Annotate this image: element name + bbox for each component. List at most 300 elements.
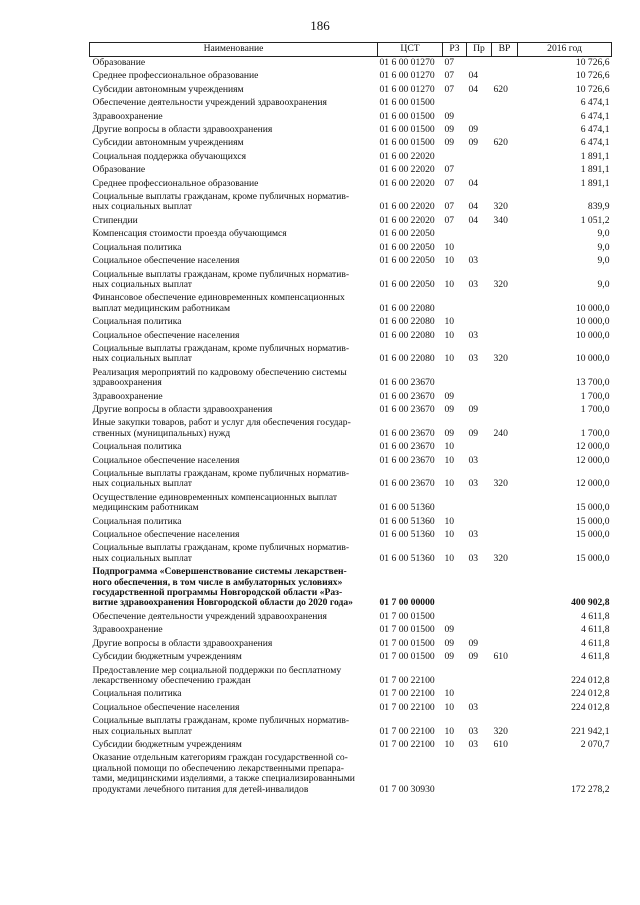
- row-rz: 10: [444, 241, 455, 253]
- row-cst: 01 6 00 01270: [379, 70, 435, 82]
- row-rz: 09: [444, 637, 455, 649]
- row-amount: 1 891,1: [580, 177, 610, 189]
- row-name: Компенсация стоимости проезда обучающимся: [92, 228, 287, 240]
- table-row: [90, 330, 612, 343]
- row-rz: 10: [444, 515, 455, 527]
- row-name: Социальная политика: [92, 441, 182, 453]
- table-row: [90, 84, 612, 97]
- table-row: [90, 164, 612, 177]
- row-vr: [492, 164, 518, 177]
- row-rz: 10: [444, 529, 455, 541]
- row-amount: 12 000,0: [575, 454, 610, 466]
- row-cst: 01 6 00 22080: [379, 353, 435, 365]
- row-pr: [467, 516, 492, 529]
- table-row: [90, 137, 612, 150]
- row-cst: 01 7 00 00000: [379, 597, 435, 609]
- row-name: Предоставление мер социальной поддержки по бесплатному лекарственному обеспечению граждан: [92, 664, 342, 686]
- row-name: Социальное обеспечение населения: [92, 529, 240, 541]
- row-rz: [443, 228, 467, 241]
- row-pr: 09: [468, 637, 479, 649]
- row-pr: 09: [468, 124, 479, 136]
- table-row: [90, 57, 612, 71]
- row-name: Субсидии автономным учреждениям: [92, 83, 244, 95]
- row-name: Социальное обеспечение населения: [92, 329, 240, 341]
- row-name: Социальные выплаты гражданам, кроме публичных норматив- ных социальных выплат: [92, 715, 350, 737]
- row-amount: 12 000,0: [575, 478, 610, 490]
- row-vr: [492, 70, 518, 83]
- row-vr: 320: [493, 353, 508, 365]
- row-name: Оказание отдельным категориям граждан государственной со- циальной помощи по обеспечению лекарственными препара- тами, медицинскими изделиями, а также специализированными продуктами лечебного питания для детей-инвалидов: [92, 752, 355, 795]
- row-cst: 01 6 00 01500: [379, 110, 435, 122]
- row-pr: [467, 164, 492, 177]
- row-amount: 221 942,1: [571, 725, 610, 737]
- row-rz: [443, 151, 467, 164]
- row-vr: [492, 124, 518, 137]
- row-amount: 12 000,0: [575, 441, 610, 453]
- row-vr: [492, 178, 518, 191]
- row-vr: [492, 455, 518, 468]
- table-row: [90, 111, 612, 124]
- row-rz: 10: [444, 454, 455, 466]
- row-rz: 07: [444, 70, 455, 82]
- row-amount: 10 726,6: [575, 57, 610, 68]
- table-row: [90, 367, 612, 391]
- row-amount: 4 611,8: [581, 624, 610, 636]
- row-rz: 07: [444, 57, 455, 68]
- row-rz: 10: [444, 441, 455, 453]
- row-pr: 03: [468, 454, 479, 466]
- table-row: [90, 151, 612, 164]
- row-pr: [467, 97, 492, 110]
- header-rz: РЗ: [443, 43, 467, 57]
- row-amount: 10 000,0: [575, 302, 610, 314]
- row-name: Социальная политика: [92, 316, 182, 328]
- table-row: [90, 715, 612, 739]
- row-amount: 4 611,8: [581, 651, 610, 663]
- row-name: Здравоохранение: [92, 110, 163, 122]
- table-row: [90, 228, 612, 241]
- row-amount: 10 000,0: [575, 316, 610, 328]
- row-cst: 01 7 00 01500: [379, 637, 435, 649]
- row-name: Социальное обеспечение населения: [92, 454, 240, 466]
- table-row: [90, 651, 612, 664]
- row-pr: 04: [468, 214, 479, 226]
- table-row: [90, 178, 612, 191]
- row-vr: [492, 151, 518, 164]
- table-row: [90, 566, 612, 611]
- row-cst: 01 6 00 22050: [379, 255, 435, 267]
- row-amount: 6 474,1: [580, 124, 610, 136]
- row-cst: 01 7 00 22100: [379, 674, 435, 686]
- row-name: Образование: [92, 164, 146, 176]
- row-vr: [492, 752, 518, 797]
- table-row: [90, 624, 612, 637]
- row-pr: 03: [468, 353, 479, 365]
- row-vr: [492, 330, 518, 343]
- table-row: [90, 97, 612, 110]
- row-pr: [467, 611, 492, 624]
- row-cst: 01 6 00 23670: [379, 390, 435, 402]
- row-pr: [467, 492, 492, 516]
- row-vr: [492, 367, 518, 391]
- row-name: Социальные выплаты гражданам, кроме публичных норматив- ных социальных выплат: [92, 468, 350, 490]
- row-cst: 01 6 00 51360: [379, 552, 435, 564]
- row-pr: 03: [468, 552, 479, 564]
- row-name: Образование: [92, 57, 146, 68]
- row-pr: [467, 391, 492, 404]
- row-pr: 04: [468, 83, 479, 95]
- row-name: Обеспечение деятельности учреждений здравоохранения: [92, 610, 327, 622]
- row-pr: [467, 292, 492, 316]
- table-row: [90, 611, 612, 624]
- row-cst: 01 6 00 01500: [379, 137, 435, 149]
- row-cst: 01 6 00 01270: [379, 57, 435, 68]
- row-cst: 01 7 00 22100: [379, 701, 435, 713]
- row-amount: 10 000,0: [575, 353, 610, 365]
- row-cst: 01 6 00 22020: [379, 201, 435, 213]
- row-name: Обеспечение деятельности учреждений здравоохранения: [92, 97, 327, 109]
- row-vr: 240: [493, 427, 508, 439]
- table-row: [90, 215, 612, 228]
- table-row: [90, 441, 612, 454]
- row-pr: [467, 441, 492, 454]
- table-row: [90, 391, 612, 404]
- row-pr: [467, 367, 492, 391]
- row-name: Социальные выплаты гражданам, кроме публичных норматив- ных социальных выплат: [92, 268, 350, 290]
- row-vr: [492, 492, 518, 516]
- row-name: Социальное обеспечение населения: [92, 701, 240, 713]
- row-cst: 01 6 00 01270: [379, 83, 435, 95]
- row-rz: [443, 367, 467, 391]
- row-cst: 01 6 00 23670: [379, 377, 435, 389]
- row-amount: 9,0: [597, 255, 610, 267]
- table-header-row: [90, 43, 612, 57]
- row-cst: 01 6 00 23670: [379, 454, 435, 466]
- row-pr: [467, 151, 492, 164]
- row-vr: 320: [493, 201, 508, 213]
- row-rz: [443, 97, 467, 110]
- row-vr: [492, 391, 518, 404]
- row-vr: 320: [493, 478, 508, 490]
- row-rz: 09: [444, 624, 455, 636]
- page-number: 186: [310, 18, 330, 33]
- row-amount: 4 611,8: [581, 637, 610, 649]
- header-name: Наименование: [90, 43, 378, 57]
- table-row: [90, 638, 612, 651]
- row-vr: 320: [493, 552, 508, 564]
- row-cst: 01 7 00 01500: [379, 651, 435, 663]
- row-cst: 01 7 00 22100: [379, 725, 435, 737]
- row-rz: [443, 665, 467, 689]
- row-rz: 07: [444, 177, 455, 189]
- row-vr: [492, 228, 518, 241]
- row-pr: [467, 688, 492, 701]
- row-rz: 09: [444, 110, 455, 122]
- row-pr: 03: [468, 255, 479, 267]
- table-row: [90, 124, 612, 137]
- row-cst: 01 6 00 22020: [379, 214, 435, 226]
- row-pr: [467, 228, 492, 241]
- row-cst: 01 6 00 51360: [379, 515, 435, 527]
- row-name: Другие вопросы в области здравоохранения: [92, 637, 273, 649]
- row-amount: 13 700,0: [575, 377, 610, 389]
- budget-table: [89, 42, 612, 797]
- row-name: Здравоохранение: [92, 390, 163, 402]
- row-rz: 10: [444, 688, 455, 700]
- row-rz: 10: [444, 316, 455, 328]
- table-row: [90, 343, 612, 367]
- row-rz: 10: [444, 725, 455, 737]
- table-row: [90, 455, 612, 468]
- row-amount: 6 474,1: [580, 97, 610, 109]
- row-pr: 04: [468, 70, 479, 82]
- row-vr: 340: [493, 214, 508, 226]
- table-row: [90, 255, 612, 268]
- row-cst: 01 7 00 22100: [379, 688, 435, 700]
- row-vr: [492, 57, 518, 71]
- row-vr: [492, 441, 518, 454]
- row-name: Финансовое обеспечение единовременных компенсационных выплат медицинским работникам: [92, 292, 345, 314]
- row-name: Реализация мероприятий по кадровому обеспечению системы здравоохранения: [92, 366, 347, 389]
- row-rz: 09: [444, 124, 455, 136]
- row-rz: [443, 292, 467, 316]
- row-cst: 01 6 00 23670: [379, 427, 435, 439]
- row-rz: 09: [444, 390, 455, 402]
- row-amount: 224 012,8: [571, 701, 610, 713]
- row-amount: 4 611,8: [581, 610, 610, 622]
- row-name: Субсидии автономным учреждениям: [92, 137, 244, 149]
- row-amount: 1 051,2: [580, 214, 610, 226]
- row-rz: 10: [444, 478, 455, 490]
- row-amount: 6 474,1: [580, 137, 610, 149]
- row-cst: 01 6 00 22050: [379, 241, 435, 253]
- table-row: [90, 529, 612, 542]
- row-pr: 03: [468, 329, 479, 341]
- row-name: Иные закупки товаров, работ и услуг для обеспечения государ- ственных (муниципальных) нужд: [92, 417, 351, 439]
- row-name: Социальные выплаты гражданам, кроме публичных норматив- ных социальных выплат: [92, 342, 350, 365]
- row-rz: 07: [444, 164, 455, 176]
- row-rz: [443, 752, 467, 797]
- row-pr: 09: [468, 427, 479, 439]
- row-name: Среднее профессиональное образование: [92, 177, 259, 189]
- row-vr: [492, 316, 518, 329]
- row-vr: [492, 111, 518, 124]
- row-pr: 09: [468, 651, 479, 663]
- row-amount: 10 000,0: [575, 329, 610, 341]
- row-vr: 610: [493, 738, 508, 750]
- row-name: Социальные выплаты гражданам, кроме публичных норматив- ных социальных выплат: [92, 191, 350, 213]
- row-amount: 1 700,0: [580, 390, 610, 402]
- row-cst: 01 6 00 23670: [379, 478, 435, 490]
- row-name: Социальная поддержка обучающихся: [92, 150, 247, 162]
- row-pr: 09: [468, 403, 479, 415]
- row-vr: [492, 255, 518, 268]
- table-row: [90, 516, 612, 529]
- table-row: [90, 702, 612, 715]
- row-amount: 9,0: [597, 241, 610, 253]
- row-name: Осуществление единовременных компенсационных выплат медицинским работникам: [92, 491, 338, 514]
- row-vr: [492, 688, 518, 701]
- row-cst: 01 6 00 22020: [379, 150, 435, 162]
- row-name: Социальная политика: [92, 241, 182, 253]
- row-cst: 01 7 00 30930: [379, 783, 435, 795]
- row-pr: 04: [468, 201, 479, 213]
- row-vr: [492, 624, 518, 637]
- row-vr: 320: [493, 725, 508, 737]
- row-rz: 10: [444, 255, 455, 267]
- table-row: [90, 316, 612, 329]
- row-pr: 04: [468, 177, 479, 189]
- header-pr: Пр: [467, 43, 492, 57]
- row-rz: 09: [444, 403, 455, 415]
- row-rz: 10: [444, 738, 455, 750]
- row-vr: [492, 665, 518, 689]
- row-amount: 9,0: [597, 228, 610, 240]
- table-row: [90, 70, 612, 83]
- row-vr: 620: [493, 83, 508, 95]
- row-cst: 01 6 00 22080: [379, 316, 435, 328]
- row-pr: 03: [468, 701, 479, 713]
- row-pr: [467, 242, 492, 255]
- row-amount: 9,0: [597, 278, 610, 290]
- row-amount: 1 700,0: [580, 403, 610, 415]
- row-cst: 01 6 00 22080: [379, 329, 435, 341]
- row-vr: [492, 292, 518, 316]
- row-pr: [467, 566, 492, 611]
- row-vr: [492, 242, 518, 255]
- row-name: Социальные выплаты гражданам, кроме публичных норматив- ных социальных выплат: [92, 542, 350, 564]
- row-vr: [492, 566, 518, 611]
- row-amount: 15 000,0: [575, 552, 610, 564]
- row-pr: 03: [468, 278, 479, 290]
- row-cst: 01 6 00 22020: [379, 177, 435, 189]
- row-vr: 620: [493, 137, 508, 149]
- row-vr: [492, 702, 518, 715]
- row-amount: 1 891,1: [580, 150, 610, 162]
- row-cst: 01 6 00 22020: [379, 164, 435, 176]
- row-rz: [443, 566, 467, 611]
- row-vr: [492, 611, 518, 624]
- row-amount: 2 070,7: [580, 738, 610, 750]
- row-cst: 01 6 00 01500: [379, 124, 435, 136]
- row-cst: 01 6 00 51360: [379, 502, 435, 514]
- row-cst: 01 6 00 51360: [379, 529, 435, 541]
- row-amount: 10 726,6: [575, 83, 610, 95]
- row-cst: 01 6 00 23670: [379, 403, 435, 415]
- row-rz: 09: [444, 427, 455, 439]
- row-amount: 6 474,1: [580, 110, 610, 122]
- row-name: Социальная политика: [92, 515, 182, 527]
- table-row: [90, 191, 612, 215]
- row-name: Субсидии бюджетным учреждениям: [92, 738, 242, 750]
- row-cst: 01 6 00 01500: [379, 97, 435, 109]
- row-pr: 09: [468, 137, 479, 149]
- table-row: [90, 269, 612, 293]
- row-vr: [492, 97, 518, 110]
- row-cst: 01 6 00 23670: [379, 441, 435, 453]
- row-pr: [467, 624, 492, 637]
- row-cst: 01 6 00 22080: [379, 302, 435, 314]
- table-row: [90, 688, 612, 701]
- row-vr: [492, 638, 518, 651]
- row-vr: 320: [493, 278, 508, 290]
- row-pr: 03: [468, 478, 479, 490]
- row-cst: 01 6 00 22050: [379, 228, 435, 240]
- table-row: [90, 417, 612, 441]
- table-body: [90, 57, 612, 797]
- row-rz: 10: [444, 552, 455, 564]
- row-rz: 10: [444, 353, 455, 365]
- row-amount: 15 000,0: [575, 529, 610, 541]
- row-rz: [443, 611, 467, 624]
- row-rz: 10: [444, 329, 455, 341]
- row-rz: 10: [444, 278, 455, 290]
- row-cst: 01 7 00 22100: [379, 738, 435, 750]
- table-row: [90, 739, 612, 752]
- row-pr: 03: [468, 738, 479, 750]
- row-vr: [492, 529, 518, 542]
- row-amount: 172 278,2: [571, 783, 610, 795]
- row-pr: [467, 752, 492, 797]
- header-vr: ВР: [492, 43, 518, 57]
- row-cst: 01 7 00 01500: [379, 624, 435, 636]
- row-name: Социальная политика: [92, 688, 182, 700]
- row-name: Здравоохранение: [92, 624, 163, 636]
- table-row: [90, 242, 612, 255]
- row-amount: 15 000,0: [575, 502, 610, 514]
- row-pr: [467, 111, 492, 124]
- row-name: Среднее профессиональное образование: [92, 70, 259, 82]
- row-name: Стипендии: [92, 214, 138, 226]
- row-amount: 15 000,0: [575, 515, 610, 527]
- table-row: [90, 492, 612, 516]
- row-amount: 400 902,8: [571, 597, 610, 609]
- table-row: [90, 752, 612, 797]
- row-vr: 610: [493, 651, 508, 663]
- row-amount: 224 012,8: [571, 674, 610, 686]
- header-amount: 2016 год: [518, 43, 612, 57]
- row-name: Субсидии бюджетным учреждениям: [92, 651, 242, 663]
- row-rz: 09: [444, 651, 455, 663]
- table-row: [90, 665, 612, 689]
- row-rz: 10: [444, 701, 455, 713]
- header-cst: ЦСТ: [378, 43, 443, 57]
- row-amount: 10 726,6: [575, 70, 610, 82]
- table-row: [90, 404, 612, 417]
- row-rz: 07: [444, 83, 455, 95]
- row-name: Другие вопросы в области здравоохранения: [92, 124, 273, 136]
- row-pr: [467, 316, 492, 329]
- row-pr: [467, 57, 492, 71]
- table-row: [90, 542, 612, 566]
- row-rz: [443, 492, 467, 516]
- row-vr: [492, 516, 518, 529]
- row-cst: 01 7 00 01500: [379, 610, 435, 622]
- row-name: Подпрограмма «Совершенствование системы лекарствен- ного обеспечения, в том числе в амбулаторных условиях» государственной программы Новгородской области «Раз- витие здравоохранения Новгородской области до 2020 года»: [92, 566, 353, 609]
- row-amount: 224 012,8: [571, 688, 610, 700]
- row-pr: [467, 665, 492, 689]
- row-amount: 1 700,0: [580, 427, 610, 439]
- row-cst: 01 6 00 22050: [379, 278, 435, 290]
- table-row: [90, 292, 612, 316]
- row-vr: [492, 404, 518, 417]
- row-amount: 1 891,1: [580, 164, 610, 176]
- row-pr: 03: [468, 529, 479, 541]
- table-row: [90, 468, 612, 492]
- row-name: Социальное обеспечение населения: [92, 255, 240, 267]
- row-rz: 07: [444, 201, 455, 213]
- row-pr: 03: [468, 725, 479, 737]
